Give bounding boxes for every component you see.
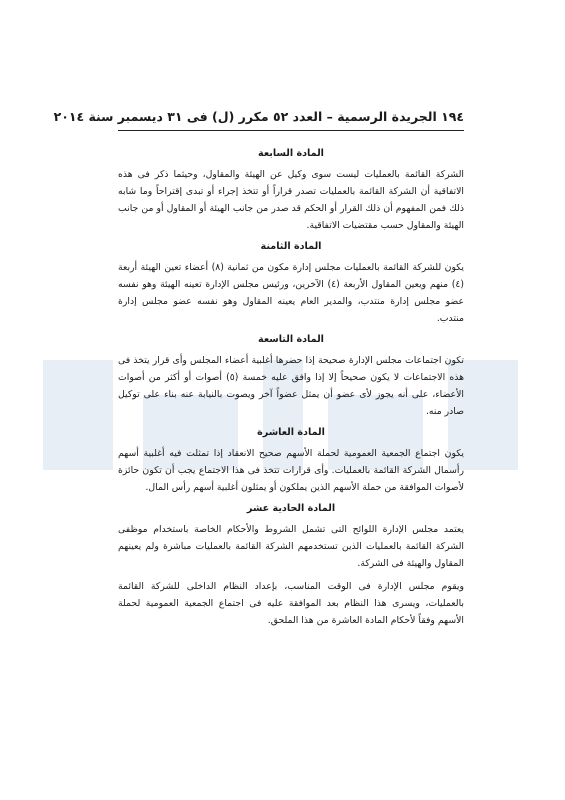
article-title: المادة الثامنة: [260, 241, 322, 252]
article-11: [118, 502, 464, 629]
article-8: [118, 240, 464, 327]
article-paragraph: يعتمد مجلس الإدارة اللوائح التى تشمل الشروط والأحكام الخاصة باستخدام موظفى الشركة القائمة بالعمليات الذين تستخدمهم الشركة القائمة بالعمليات مباشرة ولم يعينهم المقاول والهيئة فى الشركة.: [118, 524, 464, 569]
article-paragraph: تكون اجتماعات مجلس الإدارة صحيحة إذا حضرها أغلبية أعضاء المجلس وأى قرار يتخذ فى هذه الاجتماعات لا يكون صحيحاً إلا إذا وافق عليه خمسة (٥) أصوات أو أكثر من أصوات الأعضاء، على أنه يجوز لأى عضو أن يمثل عضواً آخر ويصوت بالنيابة عنه بناء على توكيل صادر منه.: [118, 355, 464, 417]
article-paragraph: الشركة القائمة بالعمليات ليست سوى وكيل عن الهيئة والمقاول، وحيثما ذكر فى هذه الاتفاقية أن الشركة القائمة بالعمليات تصدر قراراً أو تتخذ إجراء أو تبدى إقتراحاً وما شابه ذلك فمن المفهوم أن ذلك القرار أو الحكم قد صدر من جانب الهيئة أو المقاول أو من جانب الهيئة والمقاول حسب مقتضيات الاتفاقية.: [118, 169, 464, 231]
article-7: [118, 147, 464, 234]
article-title: المادة السابعة: [258, 148, 324, 159]
article-9: [118, 333, 464, 420]
article-title: المادة العاشرة: [257, 427, 325, 438]
article-paragraph: يكون اجتماع الجمعية العمومية لحملة الأسهم صحيح الانعقاد إذا تمثلت فيه أغلبية أسهم رأسمال الشركة القائمة بالعمليات. وأى قرارات تتخذ فى هذا الاجتماع يجب أن تكون حائزة لأصوات الموافقة من حملة الأسهم الذين يملكون أو يمثلون أغلبية أسهم رأس المال.: [118, 448, 464, 493]
article-title: المادة الحادية عشر: [246, 503, 336, 514]
article-paragraph: يكون للشركة القائمة بالعمليات مجلس إدارة مكون من ثمانية (٨) أعضاء تعين الهيئة أربعة (٤) منهم ويعين المقاول الأربعة (٤) الآخرين، ورئيس مجلس الإدارة تعينه الهيئة وهو نفسه عضو مجلس إدارة منتدب، والمدير العام يعينه المقاول وهو نفسه عضو مجلس إدارة منتدب.: [118, 262, 464, 324]
article-title: المادة التاسعة: [258, 334, 324, 345]
article-paragraph: ويقوم مجلس الإدارة فى الوقت المناسب، بإعداد النظام الداخلى للشركة القائمة بالعمليات، ويسرى هذا النظام بعد الموافقة عليه فى اجتماع الجمعية العمومية لحملة الأسهم وفقاً لأحكام المادة العاشرة من هذا الملحق.: [118, 581, 464, 626]
document-page: [53, 108, 464, 635]
page-header: ١٩٤ الجريدة الرسمية – العدد ٥٢ مكرر (ل) فى ٣١ ديسمبر سنة ٢٠١٤: [118, 108, 464, 131]
article-10: [118, 426, 464, 496]
